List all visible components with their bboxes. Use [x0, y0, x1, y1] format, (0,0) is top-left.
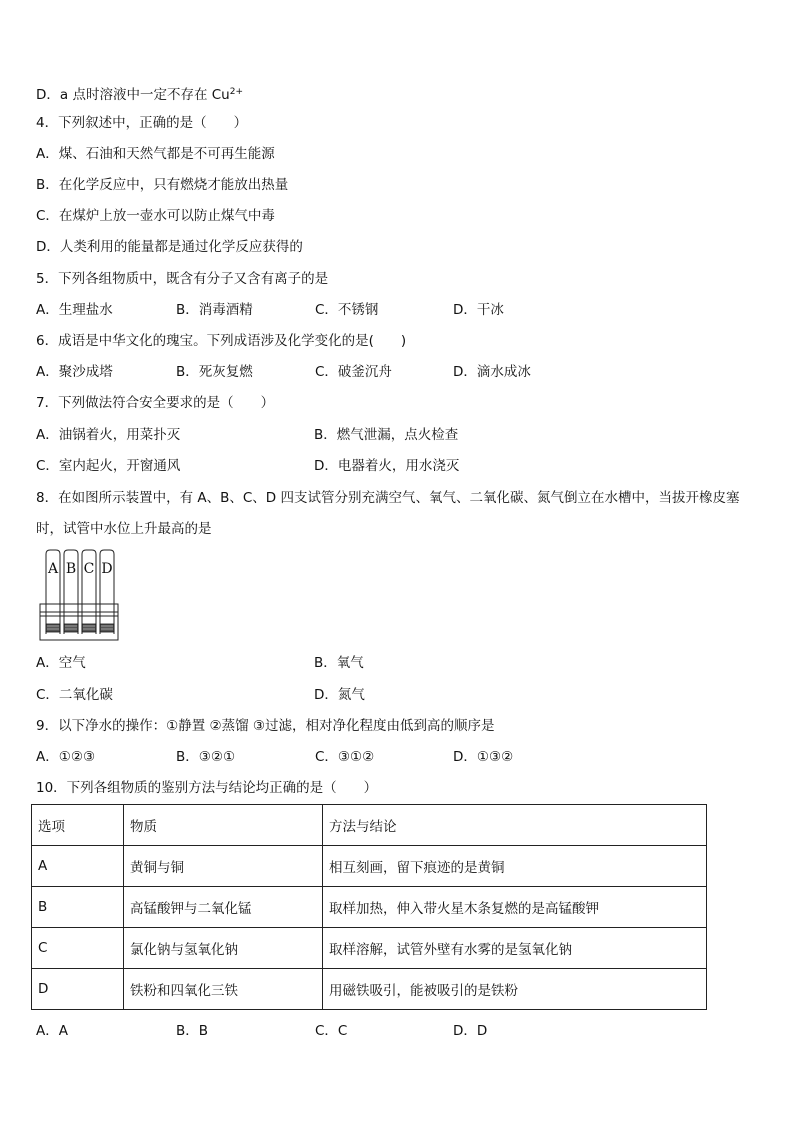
table-cell: 用磁铁吸引，能被吸引的是铁粉 — [323, 969, 707, 1010]
tube-label-a: A — [47, 561, 59, 577]
q4-stem: 4．下列叙述中，正确的是（ ） — [36, 115, 248, 131]
q10-table — [31, 804, 707, 1010]
q4-option-c: C．在煤炉上放一壶水可以防止煤气中毒 — [36, 208, 275, 224]
table-cell: A — [32, 846, 124, 887]
q10-stem: 10．下列各组物质的鉴别方法与结论均正确的是（ ） — [36, 780, 378, 796]
table-cell: 铁粉和四氧化三铁 — [124, 969, 323, 1010]
q4-option-b: B．在化学反应中，只有燃烧才能放出热量 — [36, 177, 289, 193]
table-cell: D — [32, 969, 124, 1010]
q5-option-c: C．不锈钢 — [315, 302, 379, 318]
q7-stem: 7．下列做法符合安全要求的是（ ） — [36, 395, 275, 411]
q5-option-d: D．干冰 — [453, 302, 504, 318]
table-cell: C — [32, 928, 124, 969]
q5-option-a: A．生理盐水 — [36, 302, 113, 318]
q9-option-b: B．③②① — [176, 749, 236, 765]
q10-option-d: D．D — [453, 1023, 488, 1039]
table-row — [32, 969, 707, 1010]
q6-option-b: B．死灰复燃 — [176, 364, 253, 380]
table-header-cell: 方法与结论 — [323, 805, 707, 846]
q10-option-a: A．A — [36, 1023, 68, 1039]
table-row — [32, 928, 707, 969]
q4-option-d: D．人类利用的能量都是通过化学反应获得的 — [36, 239, 303, 255]
table-row — [32, 887, 707, 928]
table-header-cell: 选项 — [32, 805, 124, 846]
rubber-stoppers — [46, 624, 114, 632]
q9-option-c: C．③①② — [315, 749, 375, 765]
q8-stem-line1: 8．在如图所示装置中，有 A、B、C、D 四支试管分别充满空气、氧气、二氧化碳、氮气倒立在水槽中，当拔开橡皮塞 — [36, 490, 740, 506]
q7-option-c: C．室内起火，开窗通风 — [36, 458, 181, 474]
q7-option-a: A．油锅着火，用菜扑灭 — [36, 427, 181, 443]
q6-option-a: A．聚沙成塔 — [36, 364, 113, 380]
q3-option-d-superscript: 2+ — [229, 87, 244, 97]
table-cell: 相互刻画，留下痕迹的是黄铜 — [323, 846, 707, 887]
table-row — [32, 846, 707, 887]
q10-option-b: B．B — [176, 1023, 209, 1039]
q8-stem-line2: 时，试管中水位上升最高的是 — [36, 521, 212, 537]
q8-option-b: B．氧气 — [314, 655, 364, 671]
q4-option-a: A．煤、石油和天然气都是不可再生能源 — [36, 146, 275, 162]
q7-option-b: B．燃气泄漏，点火检查 — [314, 427, 459, 443]
q3-option-d-text: D．a 点时溶液中一定不存在 Cu — [36, 87, 230, 103]
water-trough — [40, 604, 118, 640]
q9-option-a: A．①②③ — [36, 749, 96, 765]
table-header-row — [32, 805, 707, 846]
q6-option-c: C．破釜沉舟 — [315, 364, 392, 380]
q10-option-c: C．C — [315, 1023, 348, 1039]
q6-option-d: D．滴水成冰 — [453, 364, 531, 380]
q8-option-c: C．二氧化碳 — [36, 687, 113, 703]
table-cell: B — [32, 887, 124, 928]
table-cell: 氯化钠与氢氧化钠 — [124, 928, 323, 969]
q5-stem: 5．下列各组物质中，既含有分子又含有离子的是 — [36, 271, 329, 287]
table-cell: 高锰酸钾与二氧化锰 — [124, 887, 323, 928]
q3-option-d — [36, 83, 243, 104]
q9-stem: 9．以下净水的操作：①静置 ②蒸馏 ③过滤，相对净化程度由低到高的顺序是 — [36, 718, 495, 734]
tube-label-b: B — [65, 561, 77, 577]
q8-option-d: D．氮气 — [314, 687, 365, 703]
q6-stem: 6．成语是中华文化的瑰宝。下列成语涉及化学变化的是( ) — [36, 333, 407, 349]
q5-option-b: B．消毒酒精 — [176, 302, 253, 318]
table-header-cell: 物质 — [124, 805, 323, 846]
table-cell: 取样溶解，试管外壁有水雾的是氢氧化钠 — [323, 928, 707, 969]
table-cell: 黄铜与铜 — [124, 846, 323, 887]
tube-label-c: C — [83, 561, 95, 577]
q9-option-d: D．①③② — [453, 749, 514, 765]
test-tubes-figure — [38, 546, 120, 644]
table-cell: 取样加热，伸入带火星木条复燃的是高锰酸钾 — [323, 887, 707, 928]
q7-option-d: D．电器着火，用水浇灭 — [314, 458, 460, 474]
q8-option-a: A．空气 — [36, 655, 86, 671]
tube-label-d: D — [101, 561, 113, 577]
